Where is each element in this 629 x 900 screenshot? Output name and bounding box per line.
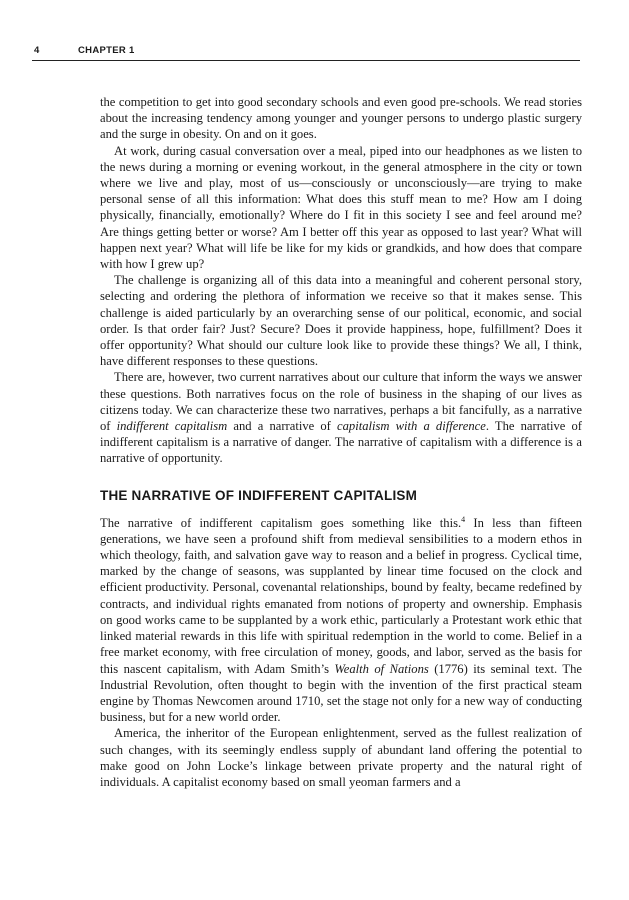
paragraph-section-first: [100, 515, 582, 726]
term-capitalism-with-a-difference: capitalism with a difference: [337, 419, 486, 434]
paragraph-narratives: [100, 369, 582, 466]
paragraph-2: At work, during casual conversation over a meal, piped into our headphones as we listen to the news during a morning or evening workout, in the general atmosphere in the city or town where we live and play, most of us—consciously or unconsciously—are trying to make personal sense of all this information: What does this stuff mean to me? How am I doing physically, financially, emotionally? Where do I fit in this society I see and feel around me? Are things getting better or worse? Am I better off this year as opposed to last year? What will happen next year? What will life be like for my kids or grandkids, and how does that compare with how I grew up?: [100, 143, 582, 272]
paragraph-america: America, the inheritor of the European enlightenment, served as the fullest realization of such changes, with its seemingly endless supply of abundant land offering the potential to make good on John Locke’s linkage between private property and the natural right of individuals. A capitalist economy based on small yeoman farmers and a: [100, 726, 582, 789]
page-body: [100, 94, 582, 790]
paragraph-section-first-part1: The narrative of indifferent capitalism goes something like this.: [100, 515, 462, 530]
paragraph-section-first-part3: (1776) its seminal text. The Industrial Revolution, often thought to begin with the invention of the first practical steam engine by Thomas Newcomen around 1710, set the stage not only for a new way of conducting business, but for a new world order.: [100, 661, 582, 725]
section-heading: THE NARRATIVE OF INDIFFERENT CAPITALISM: [100, 487, 418, 503]
paragraph-section-first-part2: In less than fifteen generations, we have seen a profound shift from medieval sensibilities to a modern ethos in which theology, faith, and salvation gave way to reason and a belief in progress. Cyclical time, marked by the change of seasons, was supplanted by linear time focused on the clock and efficient productivity. Personal, covenantal relationships, bound by fealty, became redefined by contracts, and individual rights emanated from notions of property and ownership. Emphasis on good works came to be supplanted by a work ethic, particularly a Protestant work ethic that linked material rewards in this life with spiritual redemption in the world to come. Belief in a free market economy, with free circulation of money, goods, and labor, served as the basis for this nascent capitalism, with Adam Smith’s: [100, 515, 582, 676]
paragraph-narratives-part2: and a narrative of: [227, 419, 338, 434]
paragraph-narratives-part1: There are, however, two current narratives about our culture that inform the ways we answer these questions. Both narratives focus on the role of business in the shaping of our lives as citizens today. We can characterize these two narratives, perhaps a bit fancifully, as a narrative of: [100, 370, 582, 434]
paragraph-narratives-part3: . The narrative of indifferent capitalism is a narrative of danger. The narrative of capitalism with a difference is a narrative of opportunity.: [100, 419, 582, 466]
paragraph-1: the competition to get into good secondary schools and even good pre-schools. We read stories about the increasing tendency among younger and younger persons to undergo plastic surgery and the surge in obesity. On and on it goes.: [100, 95, 582, 142]
chapter-label: CHAPTER 1: [78, 45, 135, 56]
term-indifferent-capitalism: indifferent capitalism: [116, 419, 228, 434]
paragraph-3: The challenge is organizing all of this data into a meaningful and coherent personal story, selecting and ordering the plethora of information we receive so that it makes sense. This challenge is aided particularly by an overarching sense of our political, economic, and social order. Is that order fair? Just? Secure? Does it provide happiness, hope, fulfillment? Does it offer opportunity? What should our culture look like to provide these things? We all, I think, have different responses to these questions.: [100, 273, 582, 369]
page-number: 4: [34, 45, 40, 56]
book-title-wealth-of-nations: Wealth of Nations: [334, 661, 429, 676]
running-head: [32, 44, 580, 61]
footnote-marker: 4: [461, 514, 466, 524]
